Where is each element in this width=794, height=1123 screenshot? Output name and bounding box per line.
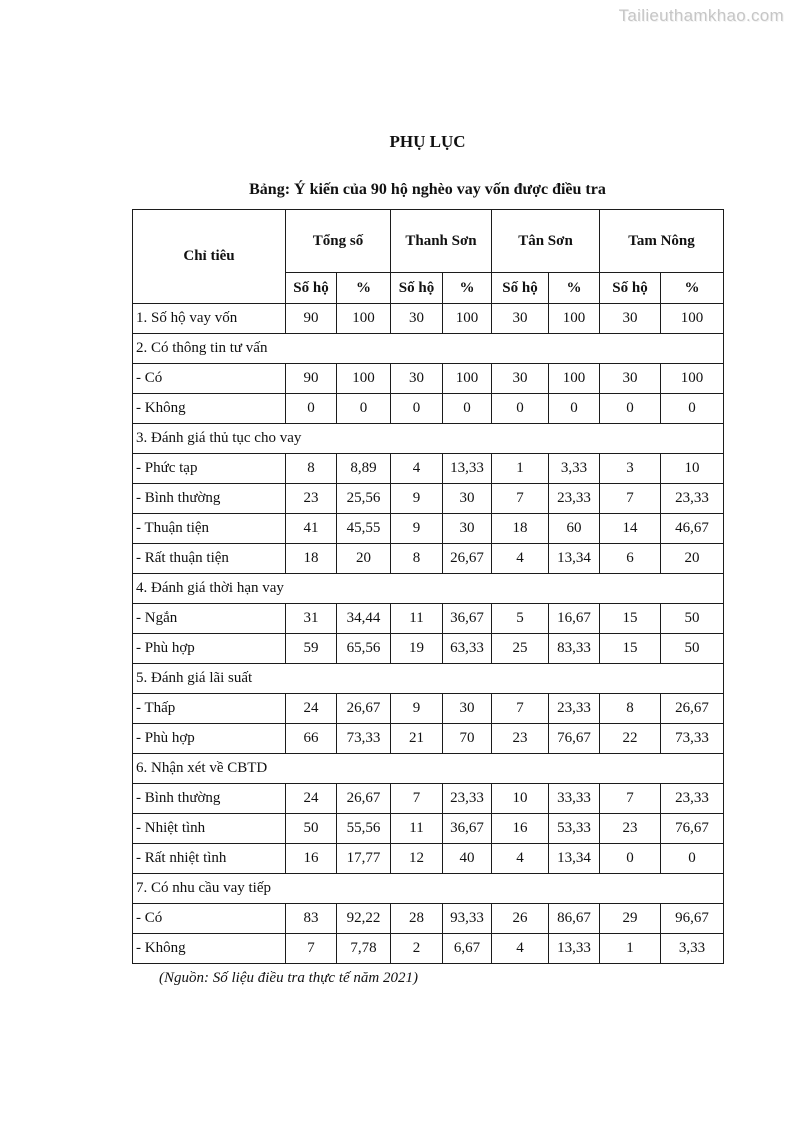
section-row [133, 574, 724, 604]
cell-value: 24 [286, 694, 337, 724]
cell-value: 100 [661, 304, 724, 334]
cell-value: 10 [661, 454, 724, 484]
cell-value: 3,33 [661, 934, 724, 964]
cell-value: 6,67 [443, 934, 492, 964]
cell-value: 30 [443, 484, 492, 514]
cell-value: 90 [286, 364, 337, 394]
cell-value: 7 [600, 784, 661, 814]
cell-value: 70 [443, 724, 492, 754]
cell-value: 23 [286, 484, 337, 514]
table-row [133, 724, 724, 754]
subheader-percent: % [549, 273, 600, 304]
cell-value: 16,67 [549, 604, 600, 634]
cell-value: 93,33 [443, 904, 492, 934]
cell-value: 28 [391, 904, 443, 934]
table-row [133, 634, 724, 664]
row-label: - Bình thường [133, 484, 286, 514]
cell-value: 25 [492, 634, 549, 664]
table-row [133, 784, 724, 814]
cell-value: 13,33 [549, 934, 600, 964]
table-row [133, 514, 724, 544]
cell-value: 8 [286, 454, 337, 484]
cell-value: 50 [286, 814, 337, 844]
section-row [133, 664, 724, 694]
cell-value: 83,33 [549, 634, 600, 664]
cell-value: 23,33 [549, 484, 600, 514]
cell-value: 53,33 [549, 814, 600, 844]
cell-value: 7 [492, 484, 549, 514]
section-label: 4. Đánh giá thời hạn vay [133, 574, 724, 604]
subheader-percent: % [661, 273, 724, 304]
cell-value: 50 [661, 604, 724, 634]
group-header-thanh-son: Thanh Sơn [391, 210, 492, 273]
site-watermark: Tailieuthamkhao.com [618, 6, 784, 25]
row-label: - Thuận tiện [133, 514, 286, 544]
cell-value: 18 [286, 544, 337, 574]
table-row [133, 844, 724, 874]
cell-value: 30 [443, 514, 492, 544]
cell-value: 12 [391, 844, 443, 874]
table-row [133, 904, 724, 934]
table-row [133, 454, 724, 484]
cell-value: 31 [286, 604, 337, 634]
cell-value: 3,33 [549, 454, 600, 484]
cell-value: 0 [549, 394, 600, 424]
cell-value: 76,67 [661, 814, 724, 844]
cell-value: 100 [443, 364, 492, 394]
cell-value: 13,34 [549, 544, 600, 574]
cell-value: 90 [286, 304, 337, 334]
cell-value: 0 [600, 844, 661, 874]
group-header-tam-nong: Tam Nông [600, 210, 724, 273]
source-note: (Nguồn: Số liệu điều tra thực tế năm 2021) [159, 970, 418, 986]
cell-value: 15 [600, 604, 661, 634]
cell-value: 7 [492, 694, 549, 724]
table-row [133, 604, 724, 634]
group-header-tan-son: Tân Sơn [492, 210, 600, 273]
cell-value: 1 [492, 454, 549, 484]
cell-value: 18 [492, 514, 549, 544]
row-label: - Bình thường [133, 784, 286, 814]
cell-value: 96,67 [661, 904, 724, 934]
cell-value: 10 [492, 784, 549, 814]
cell-value: 100 [337, 304, 391, 334]
cell-value: 23,33 [661, 784, 724, 814]
cell-value: 30 [600, 304, 661, 334]
cell-value: 30 [391, 364, 443, 394]
row-label: - Nhiệt tình [133, 814, 286, 844]
row-label: 1. Số hộ vay vốn [133, 304, 286, 334]
table-row [133, 484, 724, 514]
cell-value: 73,33 [337, 724, 391, 754]
cell-value: 0 [391, 394, 443, 424]
table-body [133, 304, 724, 964]
cell-value: 16 [286, 844, 337, 874]
cell-value: 20 [337, 544, 391, 574]
cell-value: 76,67 [549, 724, 600, 754]
cell-value: 0 [443, 394, 492, 424]
cell-value: 0 [661, 844, 724, 874]
cell-value: 7 [391, 784, 443, 814]
row-label: - Rất thuận tiện [133, 544, 286, 574]
cell-value: 17,77 [337, 844, 391, 874]
cell-value: 83 [286, 904, 337, 934]
cell-value: 30 [492, 364, 549, 394]
cell-value: 8,89 [337, 454, 391, 484]
cell-value: 63,33 [443, 634, 492, 664]
cell-value: 29 [600, 904, 661, 934]
cell-value: 4 [391, 454, 443, 484]
table-row [133, 364, 724, 394]
cell-value: 33,33 [549, 784, 600, 814]
section-row [133, 754, 724, 784]
cell-value: 26,67 [337, 694, 391, 724]
cell-value: 46,67 [661, 514, 724, 544]
cell-value: 23 [600, 814, 661, 844]
row-label: - Có [133, 904, 286, 934]
cell-value: 4 [492, 544, 549, 574]
cell-value: 8 [391, 544, 443, 574]
cell-value: 5 [492, 604, 549, 634]
cell-value: 0 [492, 394, 549, 424]
cell-value: 0 [600, 394, 661, 424]
row-label: - Phù hợp [133, 724, 286, 754]
cell-value: 2 [391, 934, 443, 964]
row-label: - Thấp [133, 694, 286, 724]
cell-value: 7 [286, 934, 337, 964]
cell-value: 4 [492, 934, 549, 964]
cell-value: 16 [492, 814, 549, 844]
cell-value: 45,55 [337, 514, 391, 544]
cell-value: 100 [661, 364, 724, 394]
section-row [133, 334, 724, 364]
row-label: - Rất nhiệt tình [133, 844, 286, 874]
cell-value: 40 [443, 844, 492, 874]
survey-table [132, 209, 724, 964]
header-row-groups [133, 210, 724, 273]
cell-value: 13,33 [443, 454, 492, 484]
table-caption: Bảng: Ý kiến của 90 hộ nghèo vay vốn được điều tra [249, 181, 606, 198]
cell-value: 23,33 [661, 484, 724, 514]
cell-value: 23 [492, 724, 549, 754]
cell-value: 9 [391, 694, 443, 724]
cell-value: 11 [391, 604, 443, 634]
section-label: 6. Nhận xét về CBTD [133, 754, 724, 784]
cell-value: 23,33 [443, 784, 492, 814]
cell-value: 0 [661, 394, 724, 424]
cell-value: 59 [286, 634, 337, 664]
page-title: PHỤ LỤC [389, 132, 466, 151]
section-row [133, 874, 724, 904]
table-row [133, 394, 724, 424]
cell-value: 100 [549, 304, 600, 334]
cell-value: 30 [391, 304, 443, 334]
cell-value: 6 [600, 544, 661, 574]
cell-value: 21 [391, 724, 443, 754]
cell-value: 7 [600, 484, 661, 514]
row-label: - Không [133, 394, 286, 424]
cell-value: 0 [337, 394, 391, 424]
cell-value: 23,33 [549, 694, 600, 724]
cell-value: 26 [492, 904, 549, 934]
row-label: - Phức tạp [133, 454, 286, 484]
cell-value: 65,56 [337, 634, 391, 664]
cell-value: 9 [391, 514, 443, 544]
cell-value: 14 [600, 514, 661, 544]
row-label: - Có [133, 364, 286, 394]
subheader-so-ho: Số hộ [492, 273, 549, 304]
cell-value: 86,67 [549, 904, 600, 934]
cell-value: 15 [600, 634, 661, 664]
section-label: 5. Đánh giá lãi suất [133, 664, 724, 694]
table-row [133, 304, 724, 334]
cell-value: 26,67 [443, 544, 492, 574]
table-row [133, 544, 724, 574]
group-header-tong-so: Tổng số [286, 210, 391, 273]
cell-value: 100 [443, 304, 492, 334]
subheader-so-ho: Số hộ [600, 273, 661, 304]
subheader-percent: % [443, 273, 492, 304]
cell-value: 8 [600, 694, 661, 724]
row-label: - Không [133, 934, 286, 964]
section-row [133, 424, 724, 454]
cell-value: 19 [391, 634, 443, 664]
cell-value: 11 [391, 814, 443, 844]
cell-value: 41 [286, 514, 337, 544]
cell-value: 20 [661, 544, 724, 574]
cell-value: 100 [337, 364, 391, 394]
cell-value: 26,67 [337, 784, 391, 814]
table-row [133, 694, 724, 724]
cell-value: 25,56 [337, 484, 391, 514]
cell-value: 36,67 [443, 604, 492, 634]
cell-value: 24 [286, 784, 337, 814]
cell-value: 34,44 [337, 604, 391, 634]
section-label: 7. Có nhu cầu vay tiếp [133, 874, 724, 904]
cell-value: 1 [600, 934, 661, 964]
cell-value: 30 [600, 364, 661, 394]
row-label: - Ngắn [133, 604, 286, 634]
cell-value: 4 [492, 844, 549, 874]
cell-value: 66 [286, 724, 337, 754]
table-row [133, 814, 724, 844]
section-label: 2. Có thông tin tư vấn [133, 334, 724, 364]
subheader-percent: % [337, 273, 391, 304]
section-label: 3. Đánh giá thủ tục cho vay [133, 424, 724, 454]
cell-value: 13,34 [549, 844, 600, 874]
cell-value: 3 [600, 454, 661, 484]
cell-value: 60 [549, 514, 600, 544]
cell-value: 36,67 [443, 814, 492, 844]
cell-value: 30 [443, 694, 492, 724]
cell-value: 30 [492, 304, 549, 334]
cell-value: 55,56 [337, 814, 391, 844]
table-row [133, 934, 724, 964]
cell-value: 9 [391, 484, 443, 514]
cell-value: 100 [549, 364, 600, 394]
row-label: - Phù hợp [133, 634, 286, 664]
cell-value: 92,22 [337, 904, 391, 934]
cell-value: 50 [661, 634, 724, 664]
subheader-so-ho: Số hộ [391, 273, 443, 304]
cell-value: 22 [600, 724, 661, 754]
corner-header: Chỉ tiêu [133, 210, 286, 304]
cell-value: 0 [286, 394, 337, 424]
document-content [132, 0, 723, 989]
cell-value: 73,33 [661, 724, 724, 754]
subheader-so-ho: Số hộ [286, 273, 337, 304]
cell-value: 7,78 [337, 934, 391, 964]
cell-value: 26,67 [661, 694, 724, 724]
